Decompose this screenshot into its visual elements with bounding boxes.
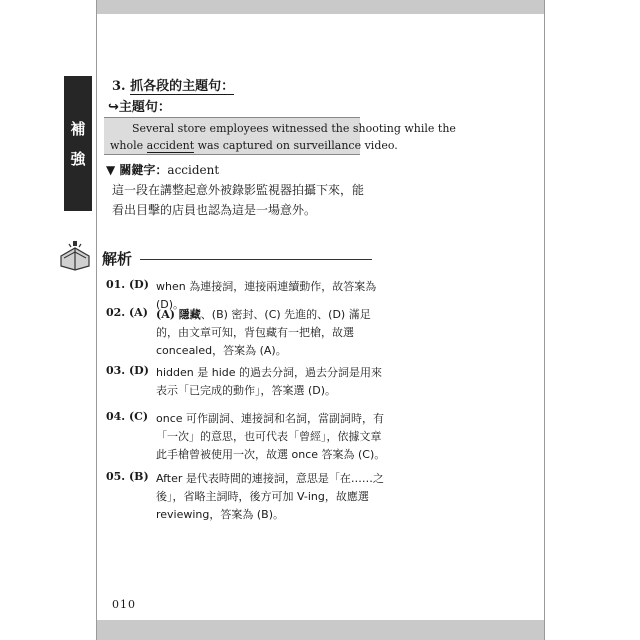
answer-label: 05. (B)	[106, 470, 149, 483]
topic-label-text: 主題句：	[118, 100, 171, 115]
section-title: 抓各段的主題句：	[130, 79, 235, 94]
answer-explanation	[156, 306, 386, 360]
section-number: 3.	[112, 79, 126, 94]
answer-item	[106, 410, 386, 470]
supplement-tab	[64, 76, 92, 211]
analysis-divider	[140, 259, 372, 260]
answer-label: 02. (A)	[106, 306, 148, 319]
keyword-underlined: accident	[146, 139, 195, 152]
answer-explanation: hidden 是 hide 的過去分詞，過去分詞是用來表示「已完成的動作」，答案選 (D)。	[156, 366, 382, 397]
open-book-icon	[58, 240, 92, 274]
topic-sentence-label	[108, 96, 171, 115]
section-heading	[112, 75, 234, 94]
answer-item	[106, 306, 386, 364]
keyword-value: accident	[167, 163, 220, 177]
answer-explanation-rest: 、(B) 密封、(C) 先進的、(D) 滿足的，由文章可知，背包藏有一把槍，故選 concealed，答案為 (A)。	[156, 308, 371, 357]
bottom-band	[97, 620, 544, 640]
supplement-tab-char: 強	[70, 149, 86, 168]
answer-explanation: once 可作副詞、連接詞和名詞，當副詞時，有「一次」的意思，也可代表「曾經」，依據文章此手槍曾被使用一次，故選 once 答案為 (C)。	[156, 412, 386, 461]
answer-item	[106, 470, 386, 530]
page-number: 010	[112, 598, 136, 611]
answer-explanation: when 為連接詞，連接兩連續動作，故答案為 (D)。	[156, 280, 377, 311]
answer-bold-lead: (A) 隱藏	[156, 308, 201, 321]
keyword-label: 關鍵字：	[119, 163, 168, 177]
analysis-title: 解析	[102, 250, 133, 268]
answer-label: 01. (D)	[106, 278, 149, 291]
quote-line-1: Several store employees witnessed the shooting while the	[132, 122, 456, 135]
supplement-tab-char: 補	[70, 119, 86, 138]
answer-item	[106, 278, 386, 311]
quote-post: was captured on surveillance video.	[194, 139, 398, 152]
keyword-explanation: 這一段在講整起意外被錄影監視器拍攝下來，能看出目擊的店員也認為這是一場意外。	[112, 183, 365, 217]
keyword-row	[106, 161, 219, 178]
quote-pre: whole	[110, 139, 147, 152]
quote-line-2	[104, 137, 398, 154]
answer-explanation: After 是代表時間的連接詞，意思是「在……之後」，省略主詞時，後方可加 V-ing，故應選 reviewing，答案為 (B)。	[156, 472, 384, 521]
hook-arrow-icon: ↪	[108, 100, 119, 115]
triangle-bullet-icon: ▼	[106, 163, 120, 177]
answer-list	[106, 278, 386, 530]
top-band	[97, 0, 544, 14]
answer-label: 03. (D)	[106, 364, 149, 377]
answer-item	[106, 364, 386, 410]
answer-label: 04. (C)	[106, 410, 149, 423]
topic-sentence-box	[104, 117, 456, 155]
